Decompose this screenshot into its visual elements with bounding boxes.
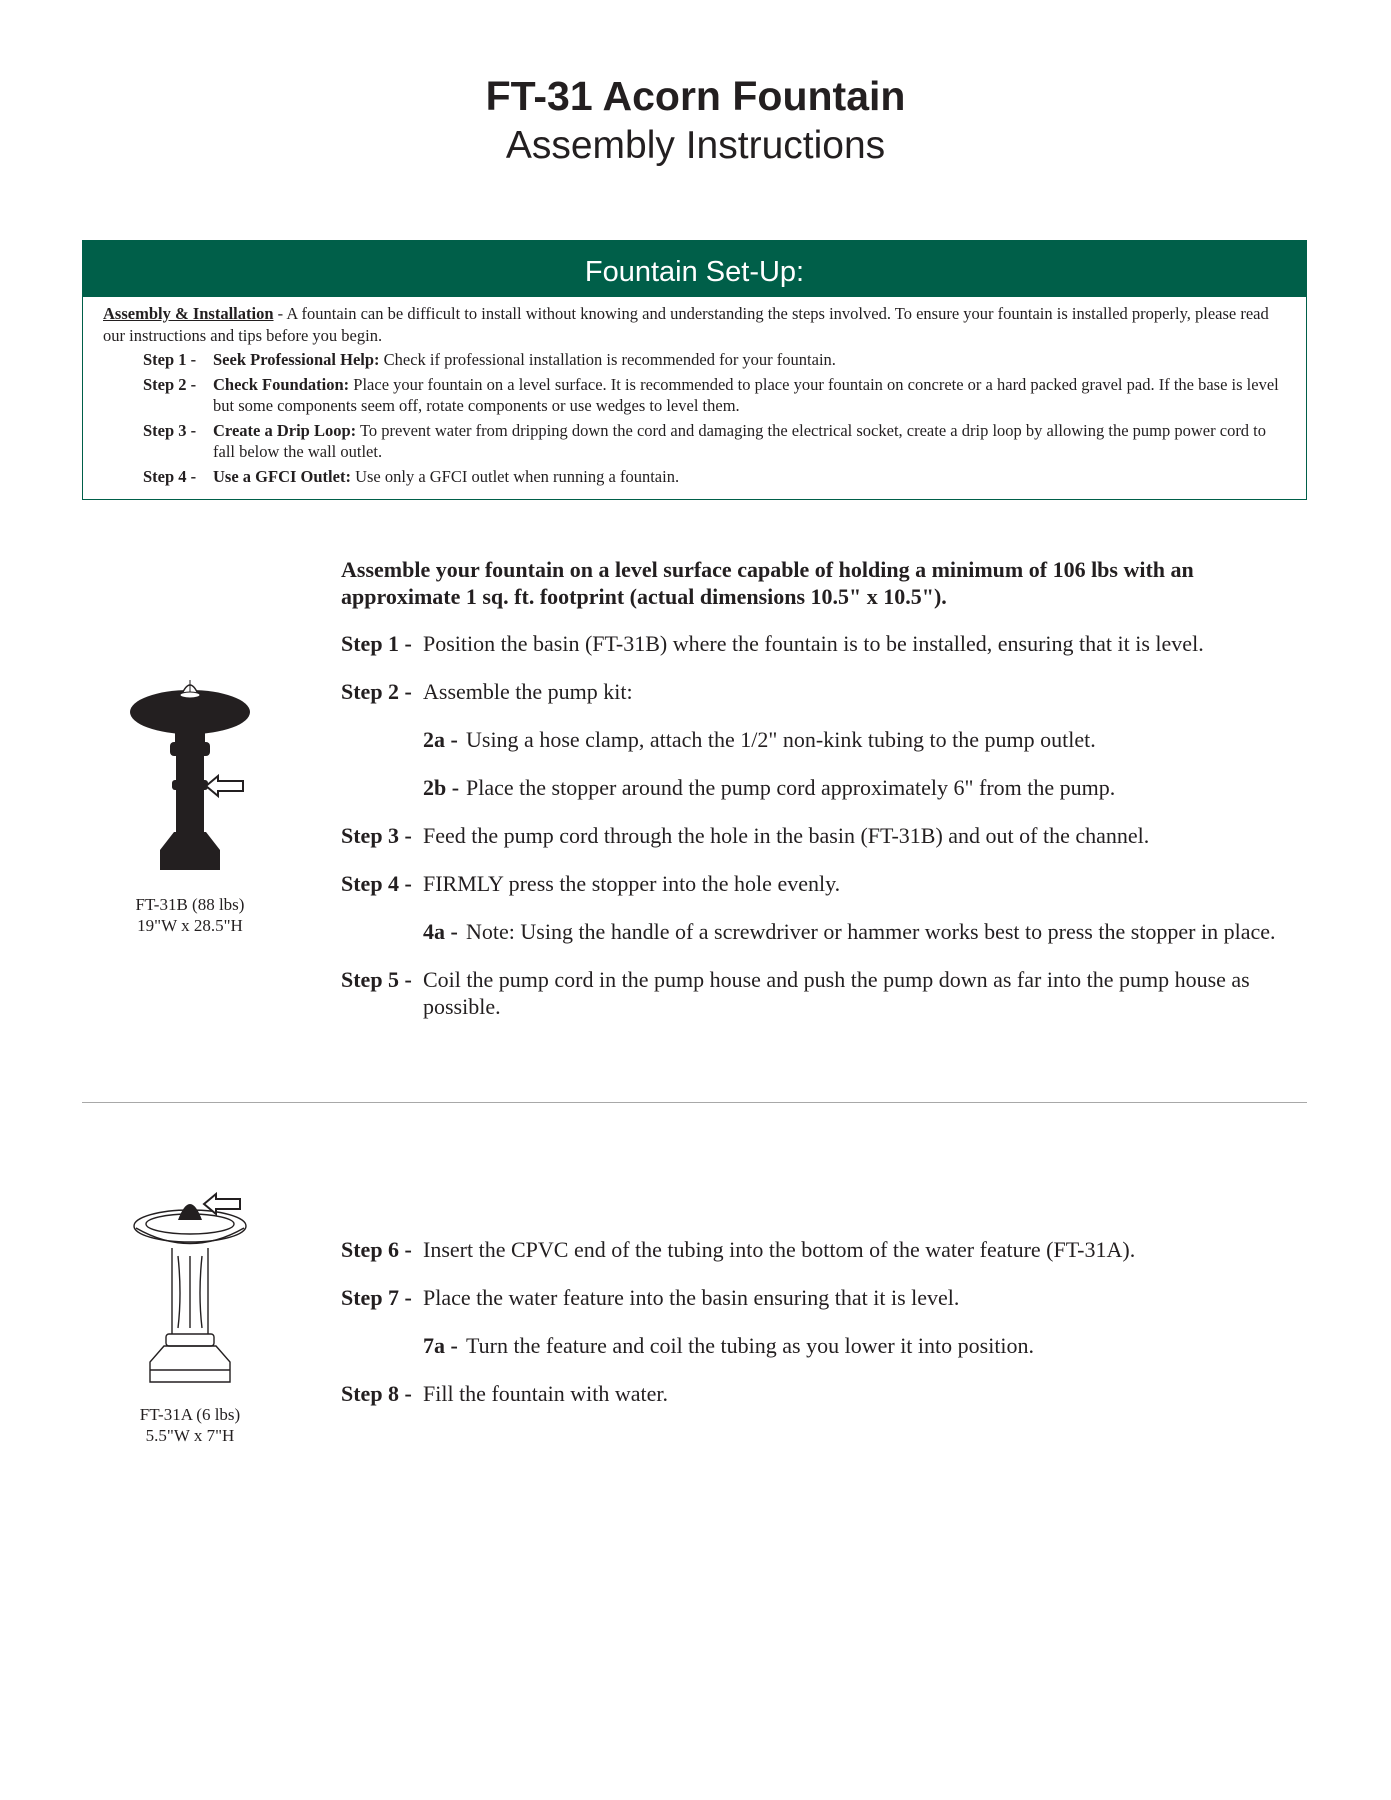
step-label: Step 1 - — [341, 631, 412, 656]
acorn-cap-icon — [178, 1204, 202, 1220]
setup-intro — [103, 303, 1286, 346]
setup-intro-text: - A fountain can be difficult to install without knowing and understanding the steps involved. To ensure your fountain is installed properly, please read our instructions and tips before you begin. — [103, 304, 1269, 345]
step-text: Position the basin (FT-31B) where the fountain is to be installed, ensuring that it is level. — [423, 631, 1204, 656]
setup-step-label: Step 1 - — [143, 350, 197, 369]
step-text: Fill the fountain with water. — [423, 1381, 669, 1406]
document-subtitle: Assembly Instructions — [505, 124, 886, 167]
step-label: Step 7 - — [341, 1285, 412, 1310]
substep-label: 2a - — [423, 727, 458, 752]
setup-step-title: Seek Professional Help: — [213, 350, 380, 369]
assembly-step-7 — [341, 1284, 1301, 1311]
step-text: Place the water feature into the basin ensuring that it is level. — [423, 1285, 960, 1310]
feature-caption-line1: FT-31A (6 lbs) — [139, 1405, 241, 1424]
step-label: Step 5 - — [341, 967, 412, 992]
setup-step-4 — [103, 466, 1286, 488]
assembly-step-2b — [341, 774, 1301, 801]
acorn-cap-icon — [180, 680, 200, 698]
step-label: Step 6 - — [341, 1237, 412, 1262]
substep-text: Note: Using the handle of a screwdriver or hammer works best to press the stopper in place. — [466, 919, 1276, 944]
assembly-step-4 — [341, 870, 1301, 897]
basin-caption — [100, 894, 280, 936]
setup-heading: Fountain Set-Up: — [83, 241, 1306, 297]
assembly-steps-part2 — [341, 1236, 1301, 1407]
step-text: Coil the pump cord in the pump house and push the pump down as far into the pump house as possible. — [423, 967, 1250, 1019]
basin-illustration — [120, 672, 260, 882]
step-text: Assemble the pump kit: — [423, 679, 633, 704]
setup-step-2 — [103, 374, 1286, 417]
assembly-step-3 — [341, 822, 1301, 849]
feature-caption — [100, 1404, 280, 1446]
assembly-step-2a — [341, 726, 1301, 753]
step-text: Insert the CPVC end of the tubing into the bottom of the water feature (FT-31A). — [423, 1237, 1136, 1262]
feature-caption-line2: 5.5"W x 7"H — [145, 1426, 235, 1445]
assembly-step-7a — [341, 1332, 1301, 1359]
setup-step-text: Place your fountain on a level surface. It is recommended to place your fountain on concrete or a hard packed gravel pad. If the base is level but some components seem off, rotate components or use wedges to level them. — [213, 374, 1279, 415]
assembly-steps-part1 — [341, 556, 1301, 1020]
step-label: Step 4 - — [341, 871, 412, 896]
assembly-step-6 — [341, 1236, 1301, 1263]
setup-step-text: Check if professional installation is recommended for your fountain. — [379, 350, 836, 369]
substep-label: 2b - — [423, 775, 460, 800]
step-label: Step 3 - — [341, 823, 412, 848]
water-feature-illustration — [120, 1184, 260, 1394]
assembly-intro: Assemble your fountain on a level surface capable of holding a minimum of 106 lbs with an approximate 1 sq. ft. footprint (actual dimensions 10.5" x 10.5"). — [341, 557, 1194, 609]
setup-step-3 — [103, 420, 1286, 463]
setup-step-label: Step 3 - — [143, 420, 197, 440]
assembly-step-1 — [341, 630, 1301, 657]
setup-step-title: Use a GFCI Outlet: — [213, 466, 351, 486]
assembly-step-4a — [341, 918, 1301, 945]
substep-text: Place the stopper around the pump cord approximately 6" from the pump. — [466, 775, 1116, 800]
setup-step-label: Step 4 - — [143, 466, 197, 486]
assembly-step-5 — [341, 966, 1301, 1020]
step-label: Step 2 - — [341, 679, 412, 704]
setup-step-title: Check Foundation: — [213, 374, 350, 394]
setup-step-title: Create a Drip Loop: — [213, 420, 357, 440]
setup-intro-label: Assembly & Installation — [103, 304, 274, 323]
step-text: FIRMLY press the stopper into the hole evenly. — [423, 871, 841, 896]
setup-step-1 — [103, 349, 1286, 371]
basin-caption-line1: FT-31B (88 lbs) — [135, 895, 245, 914]
substep-label: 4a - — [423, 919, 458, 944]
setup-step-text: Use only a GFCI outlet when running a fountain. — [350, 466, 680, 486]
section-divider — [82, 1102, 1307, 1103]
setup-step-text: To prevent water from dripping down the cord and damaging the electrical socket, create a drip loop by allowing the pump power cord to fall below the wall outlet. — [213, 420, 1267, 461]
fountain-setup-box — [82, 240, 1307, 500]
setup-step-label: Step 2 - — [143, 374, 197, 394]
substep-text: Using a hose clamp, attach the 1/2" non-kink tubing to the pump outlet. — [466, 727, 1096, 752]
basin-caption-line2: 19"W x 28.5"H — [137, 916, 243, 935]
step-text: Feed the pump cord through the hole in the basin (FT-31B) and out of the channel. — [423, 823, 1150, 848]
document-title: FT-31 Acorn Fountain — [485, 73, 906, 119]
assembly-step-2 — [341, 678, 1301, 705]
arrow-left-icon — [206, 776, 243, 796]
assembly-step-8 — [341, 1380, 1301, 1407]
step-label: Step 8 - — [341, 1381, 412, 1406]
substep-text: Turn the feature and coil the tubing as you lower it into position. — [466, 1333, 1035, 1358]
substep-label: 7a - — [423, 1333, 458, 1358]
setup-body — [83, 297, 1306, 487]
